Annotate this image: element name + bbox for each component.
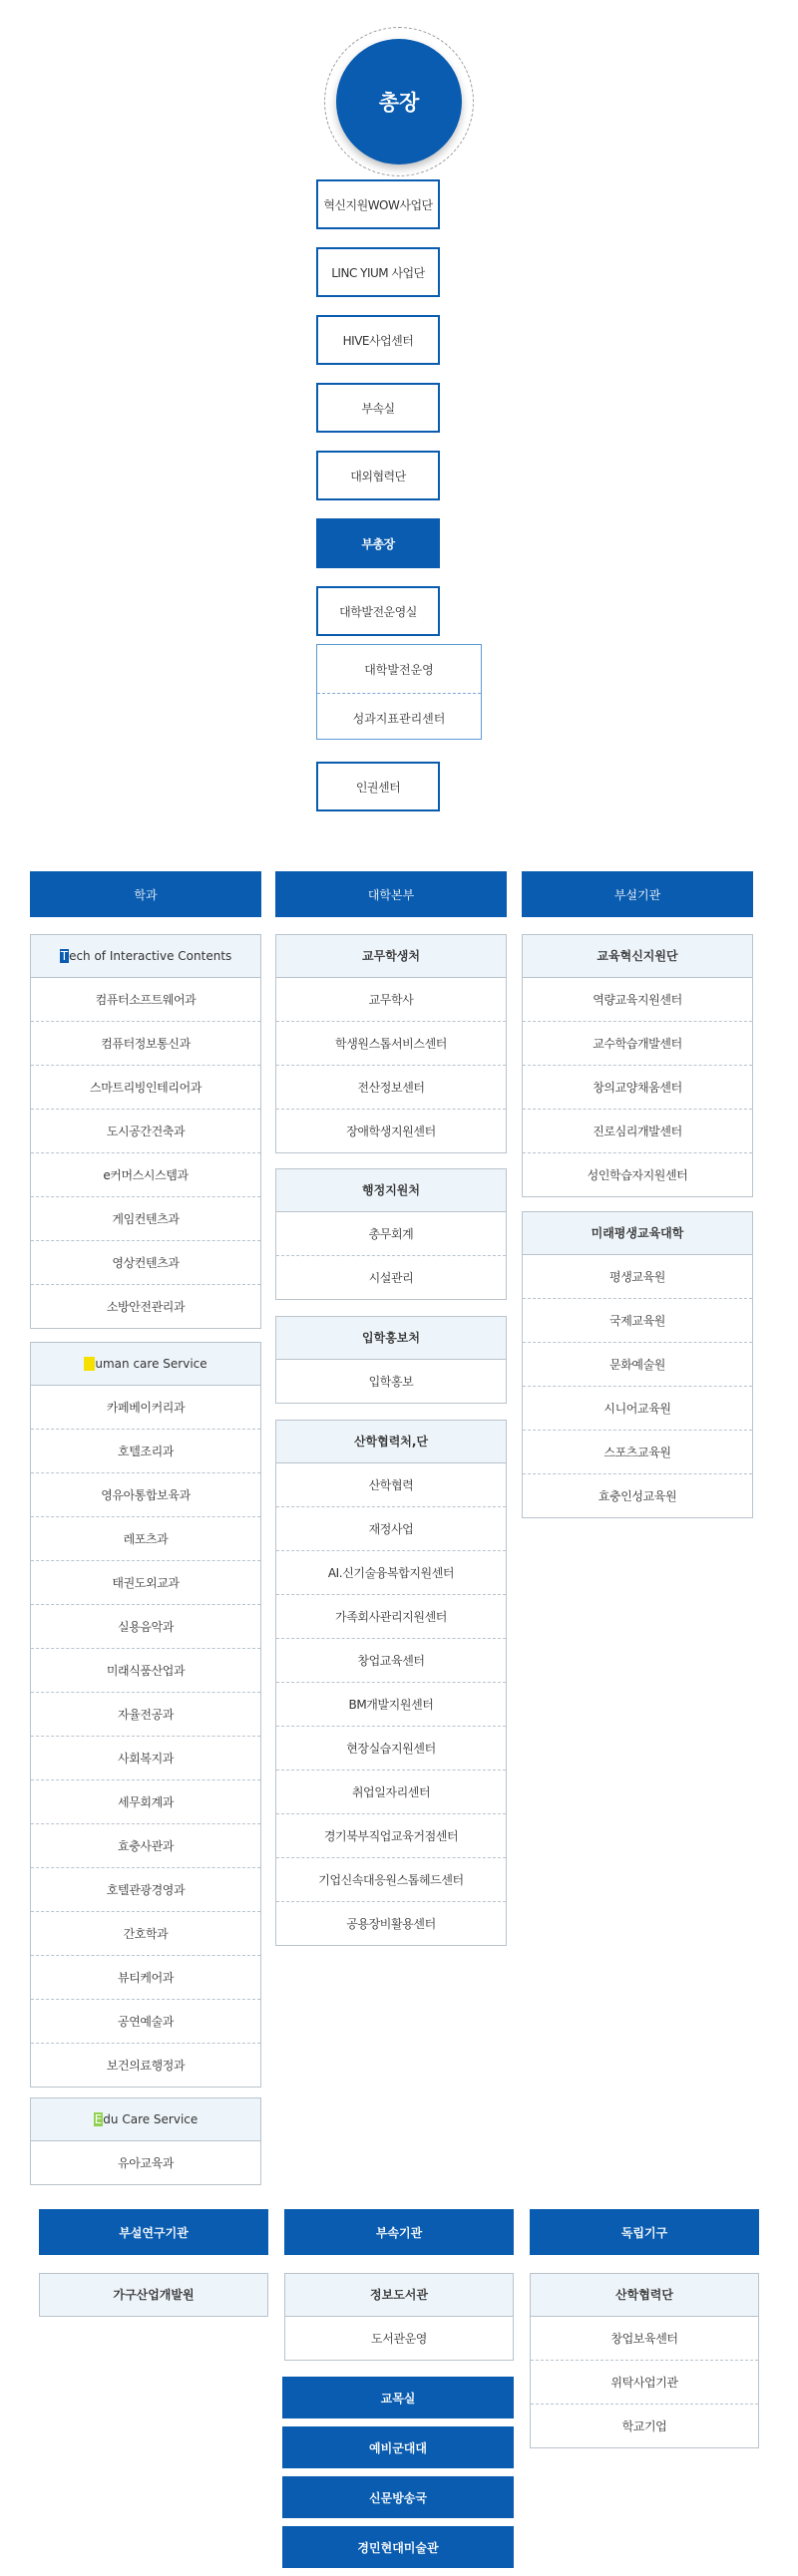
- list-item: 태권도외교과: [31, 1560, 260, 1604]
- header-affiliated: 부설기관: [522, 871, 753, 917]
- president-node: 총장: [336, 39, 462, 164]
- hq-group-admin: [275, 1168, 507, 1300]
- group-title: [31, 1343, 260, 1386]
- list-item: 시설관리: [276, 1255, 506, 1299]
- dept-group-ecs: [30, 2097, 261, 2185]
- list-item: 입학홍보: [368, 1375, 414, 1389]
- attached-chaplain: 교목실: [282, 2377, 514, 2418]
- list-item: 영상컨텐츠과: [31, 1240, 260, 1284]
- list-item: 영유아통합보육과: [31, 1472, 260, 1516]
- attached-press: 신문방송국: [282, 2476, 514, 2518]
- list-item: 간호학과: [31, 1911, 260, 1955]
- list-item: 창의교양채움센터: [523, 1065, 752, 1109]
- list-item: 호텔관광경영과: [31, 1867, 260, 1911]
- list-item: 세무회계과: [31, 1779, 260, 1823]
- list-item: 국제교육원: [523, 1298, 752, 1342]
- list-item: 자율전공과: [31, 1692, 260, 1736]
- list-item: 레포츠과: [31, 1516, 260, 1560]
- header-independent: 독립기구: [530, 2209, 759, 2255]
- header-attached: 부속기관: [284, 2209, 514, 2255]
- group-title: 교무학생처: [276, 935, 506, 978]
- list-item: 학교기업: [531, 2404, 758, 2447]
- unit-dev-operation: 대학발전운영: [364, 662, 434, 677]
- list-item: 장애학생지원센터: [276, 1109, 506, 1152]
- attached-museum: 경민현대미술관: [282, 2526, 514, 2568]
- title-rest: uman care Service: [95, 1356, 207, 1371]
- list-item: 역량교육지원센터: [593, 993, 682, 1007]
- unit-wow: 혁신지원WOW사업단: [316, 179, 440, 229]
- header-hq: 대학본부: [275, 871, 507, 917]
- list-item: BM개발지원센터: [276, 1682, 506, 1726]
- list-item: 전산정보센터: [276, 1065, 506, 1109]
- hq-group-industry: [275, 1420, 507, 1946]
- attached-reserve: 예비군대대: [282, 2426, 514, 2468]
- dept-group-tic: [30, 934, 261, 1329]
- list-item: 뷰티케어과: [31, 1955, 260, 1999]
- aff-group-lifelong: [522, 1211, 753, 1518]
- group-title: [31, 935, 260, 978]
- list-item: 창업교육센터: [276, 1638, 506, 1682]
- list-item: 가족회사관리지원센터: [276, 1594, 506, 1638]
- list-item: 미래식품산업과: [31, 1648, 260, 1692]
- title-rest: du Care Service: [103, 2111, 199, 2126]
- dept-group-hcs: [30, 1342, 261, 2088]
- list-item: 경기북부직업교육거점센터: [276, 1813, 506, 1857]
- list-item: 시니어교육원: [523, 1386, 752, 1430]
- independent-group: [530, 2273, 759, 2448]
- list-item: e커머스시스템과: [31, 1152, 260, 1196]
- unit-linc: LINC YIUM 사업단: [316, 247, 440, 297]
- list-item: 도시공간건축과: [31, 1109, 260, 1152]
- list-item: 스포츠교육원: [523, 1430, 752, 1473]
- group-title: 행정지원처: [276, 1169, 506, 1212]
- list-item: 진로심리개발센터: [523, 1109, 752, 1152]
- list-item: 창업보육센터: [610, 2332, 678, 2346]
- list-item: 현장실습지원센터: [276, 1726, 506, 1770]
- dev-pair-box: [316, 644, 482, 740]
- unit-secretariat: 부속실: [316, 383, 440, 433]
- list-item: 교무학사: [368, 993, 414, 1007]
- list-item: 교수학습개발센터: [523, 1021, 752, 1065]
- aff-group-innovation: [522, 934, 753, 1197]
- list-item: 공용장비활용센터: [276, 1901, 506, 1945]
- list-item: AI.신기술융복합지원센터: [276, 1550, 506, 1594]
- list-item: 공연예술과: [31, 1999, 260, 2043]
- unit-hive: HIVE사업센터: [316, 315, 440, 365]
- group-title: 미래평생교육대학: [523, 1212, 752, 1255]
- unit-kpi-center: 성과지표관리센터: [317, 693, 481, 742]
- list-item: 총무회계: [368, 1227, 414, 1241]
- list-item: 스마트리빙인테리어과: [31, 1065, 260, 1109]
- list-item: 취업일자리센터: [276, 1770, 506, 1813]
- unit-human-rights: 인권센터: [316, 762, 440, 811]
- group-title: 교육혁신지원단: [523, 935, 752, 978]
- title-initial: E: [94, 2111, 103, 2126]
- title-initial: T: [60, 948, 69, 963]
- hq-group-admissions: [275, 1316, 507, 1404]
- group-title: 산학협력처,단: [276, 1421, 506, 1463]
- vice-president-node: 부총장: [316, 518, 440, 568]
- group-title: 정보도서관: [285, 2274, 513, 2317]
- library-group: [284, 2273, 514, 2361]
- list-item: 학생원스톱서비스센터: [276, 1021, 506, 1065]
- list-item: 사회복지과: [31, 1736, 260, 1779]
- list-item: 게임컨텐츠과: [31, 1196, 260, 1240]
- list-item: 도서관운영: [371, 2332, 427, 2346]
- group-title: 가구산업개발원: [40, 2274, 267, 2316]
- list-item: 성인학습자지원센터: [523, 1152, 752, 1196]
- list-item: 평생교육원: [609, 1270, 665, 1284]
- list-item: 산학협력: [368, 1478, 414, 1492]
- list-item: 호텔조리과: [31, 1429, 260, 1472]
- list-item: 문화예술원: [523, 1342, 752, 1386]
- list-item: 보건의료행정과: [31, 2043, 260, 2087]
- group-title: [31, 2098, 260, 2141]
- list-item: 효충인성교육원: [523, 1473, 752, 1517]
- group-title: 산학협력단: [531, 2274, 758, 2317]
- hq-group-academic: [275, 934, 507, 1153]
- list-item: 재정사업: [276, 1506, 506, 1550]
- title-initial: H: [85, 1356, 95, 1371]
- list-item: 효충사관과: [31, 1823, 260, 1867]
- header-research: 부설연구기관: [39, 2209, 268, 2255]
- unit-external: 대외협력단: [316, 451, 440, 500]
- list-item: 실용음악과: [31, 1604, 260, 1648]
- list-item: 컴퓨터정보통신과: [31, 1021, 260, 1065]
- list-item: 소방안전관리과: [31, 1284, 260, 1328]
- group-title: 입학홍보처: [276, 1317, 506, 1360]
- unit-dev-office: 대학발전운영실: [316, 586, 440, 636]
- research-group: [39, 2273, 268, 2317]
- list-item: 위탁사업기관: [531, 2360, 758, 2404]
- list-item: 카페베이커리과: [106, 1401, 186, 1415]
- header-dept: 학과: [30, 871, 261, 917]
- list-item: 컴퓨터소프트웨어과: [95, 993, 197, 1007]
- list-item: 유아교육과: [118, 2156, 174, 2170]
- title-rest: ech of Interactive Contents: [69, 948, 232, 963]
- list-item: 기업신속대응원스톱헤드센터: [276, 1857, 506, 1901]
